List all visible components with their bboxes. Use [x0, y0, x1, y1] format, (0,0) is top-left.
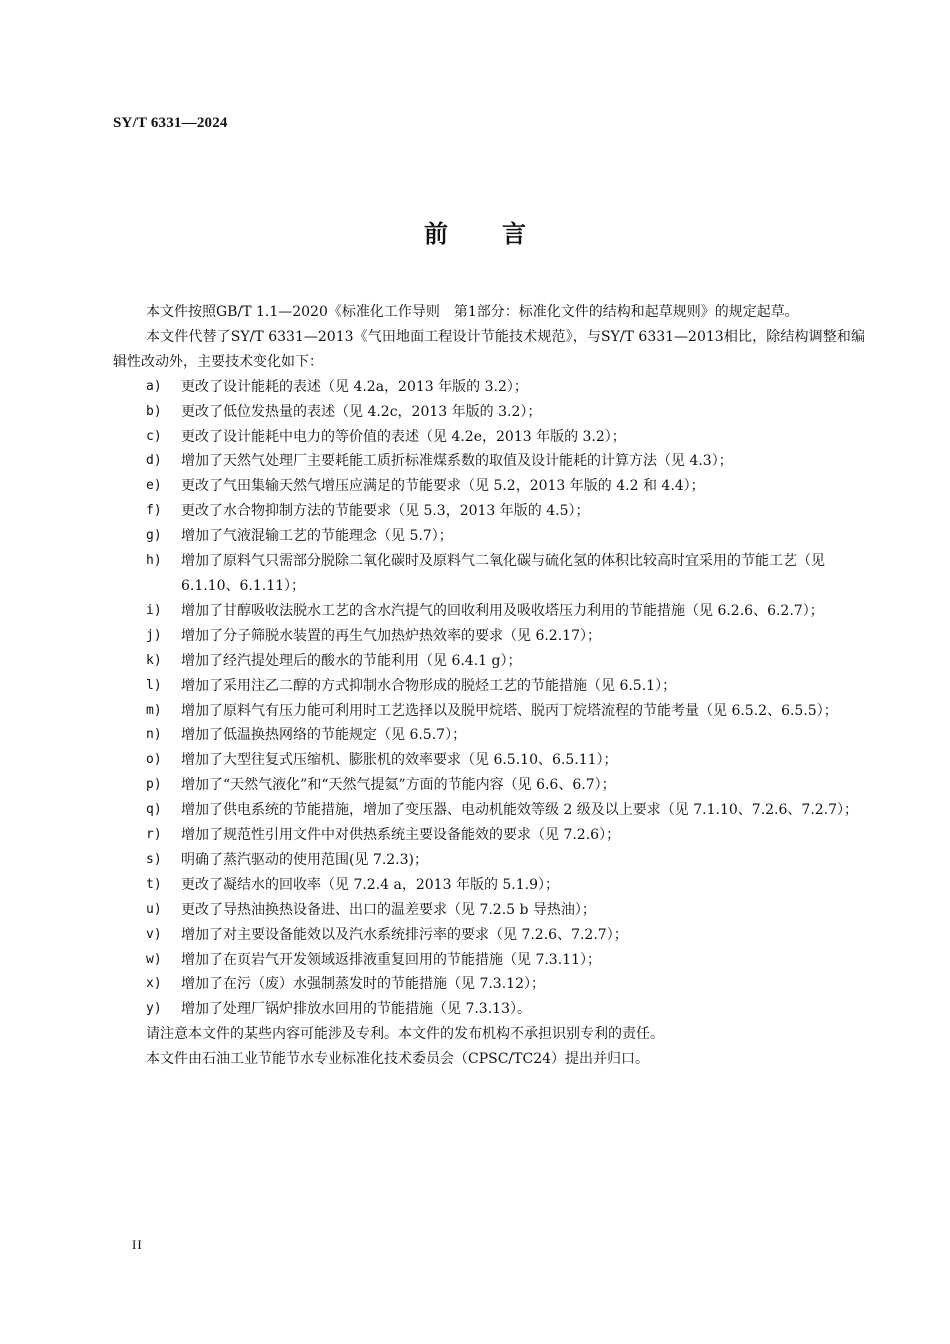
intro-paragraph: 本文件代替了SY/T 6331—2013《气田地面工程设计节能技术规范》，与SY/T 6331—2013相比，除结构调整和编辑性改动外，主要技术变化如下： [113, 328, 865, 370]
list-item [113, 773, 865, 798]
list-item-text: 增加了天然气处理厂主要耗能工质折标准煤系数的取值及设计能耗的计算方法（见 4.3）； [181, 453, 733, 470]
list-item-label: w) [146, 951, 162, 967]
list-item [113, 449, 865, 474]
list-item [113, 848, 865, 873]
list-item-text: 增加了供电系统的节能措施，增加了变压器、电动机能效等级 2 级及以上要求（见 7.1.10、7.2.6、7.2.7）； [181, 802, 859, 819]
list-item-label: g) [146, 528, 162, 544]
list-item-text: 增加了大型往复式压缩机、膨胀机的效率要求（见 6.5.10、6.5.11）； [181, 752, 618, 769]
list-item-label: b) [146, 403, 162, 419]
list-item-text: 增加了处理厂锅炉排放水回用的节能措施（见 7.3.13）。 [181, 1001, 531, 1018]
list-item [113, 748, 865, 773]
document-code: SY/T 6331—2024 [113, 115, 228, 131]
closing-paragraph: 本文件由石油工业节能节水专业标准化技术委员会（CPSC/TC24）提出并归口。 [146, 1051, 650, 1068]
list-item [113, 972, 865, 997]
list-item-label: f) [146, 503, 162, 519]
list-item-label: u) [146, 901, 162, 917]
list-item-text: 更改了设计能耗中电力的等价值的表述（见 4.2e，2013 年版的 3.2）； [181, 428, 626, 445]
list-item-label: i) [146, 602, 162, 618]
list-item-label: s) [146, 851, 162, 867]
intro-paragraph: 本文件按照GB/T 1.1—2020《标准化工作导则 第1部分：标准化文件的结构和起草规则》的规定起草。 [146, 304, 799, 320]
list-item [113, 923, 865, 948]
page-title: 前言 [424, 219, 580, 248]
list-item-label: y) [146, 1001, 162, 1017]
list-item-text: 更改了低位发热量的表述（见 4.2c，2013 年版的 3.2）； [181, 403, 542, 420]
list-item-text: 更改了气田集输天然气增压应满足的节能要求（见 5.2，2013 年版的 4.2 和 4.4）； [181, 478, 705, 495]
changes-list [113, 375, 865, 1023]
list-item-text: 更改了设计能耗的表述（见 4.2a，2013 年版的 3.2）； [181, 378, 528, 395]
list-item-text: 增加了规范性引用文件中对供热系统主要设备能效的要求（见 7.2.6）； [181, 827, 621, 844]
list-item-label: v) [146, 926, 162, 942]
list-item [113, 375, 865, 400]
list-item [113, 723, 865, 748]
list-item [113, 997, 865, 1022]
list-item-label: x) [146, 976, 162, 992]
closing-paragraph: 请注意本文件的某些内容可能涉及专利。本文件的发布机构不承担识别专利的责任。 [146, 1026, 664, 1043]
list-item [113, 798, 865, 823]
list-item [113, 599, 865, 624]
list-item-label: h) [146, 553, 162, 569]
list-item-label: j) [146, 627, 162, 643]
list-item-text: 增加了对主要设备能效以及汽水系统排污率的要求（见 7.2.6、7.2.7）； [181, 926, 628, 943]
list-item-label: o) [146, 752, 162, 768]
list-item-label: a) [146, 378, 162, 394]
list-item-label: l) [146, 677, 162, 693]
list-item-label: c) [146, 428, 162, 444]
list-item [113, 549, 865, 599]
list-item [113, 474, 865, 499]
list-item-text: 增加了经汽提处理后的酸水的节能利用（见 6.4.1 g）； [181, 652, 522, 669]
list-item [113, 400, 865, 425]
list-item-label: t) [146, 876, 162, 892]
list-item-text: 增加了气液混输工艺的节能理念（见 5.7）； [181, 528, 453, 545]
list-item-label: m) [146, 702, 162, 718]
list-item-label: n) [146, 727, 162, 743]
list-item-text: 增加了在污（废）水强制蒸发时的节能措施（见 7.3.12）； [181, 976, 545, 993]
list-item-label: q) [146, 802, 162, 818]
list-item-text: 增加了“天然气液化”和“天然气提氦”方面的节能内容（见 6.6、6.7）； [181, 777, 616, 794]
list-item [113, 699, 865, 724]
list-item-text: 增加了原料气只需部分脱除二氧化碳时及原料气二氧化碳与硫化氢的体积比较高时宜采用的节能工艺（见 6.1.10、6.1.11）； [181, 553, 825, 594]
list-item [113, 873, 865, 898]
list-item [113, 823, 865, 848]
list-item-label: e) [146, 478, 162, 494]
list-item-text: 更改了凝结水的回收率（见 7.2.4 a，2013 年版的 5.1.9）； [181, 876, 560, 893]
list-item-label: p) [146, 777, 162, 793]
list-item-text: 增加了采用注乙二醇的方式抑制水合物形成的脱烃工艺的节能措施（见 6.5.1）； [181, 677, 677, 694]
list-item-text: 增加了在页岩气开发领域返排液重复回用的节能措施（见 7.3.11）； [181, 951, 601, 968]
list-item [113, 674, 865, 699]
list-item-text: 更改了导热油换热设备进、出口的温差要求（见 7.2.5 b 导热油）； [181, 901, 596, 918]
list-item [113, 499, 865, 524]
list-item-text: 增加了甘醇吸收法脱水工艺的含水汽提气的回收利用及吸收塔压力利用的节能措施（见 6.2.6、6.2.7）； [181, 602, 824, 619]
list-item [113, 649, 865, 674]
list-item-text: 明确了蒸汽驱动的使用范围(见 7.2.3)； [181, 851, 428, 868]
list-item [113, 524, 865, 549]
list-item [113, 948, 865, 973]
list-item-text: 更改了水合物抑制方法的节能要求（见 5.3，2013 年版的 4.5）； [181, 503, 590, 520]
list-item-label: k) [146, 652, 162, 668]
list-item-text: 增加了低温换热网络的节能规定（见 6.5.7）； [181, 727, 467, 744]
list-item [113, 898, 865, 923]
list-item-label: d) [146, 453, 162, 469]
list-item [113, 624, 865, 649]
list-item-text: 增加了分子筛脱水装置的再生气加热炉热效率的要求（见 6.2.17）； [181, 627, 601, 644]
page-number: II [132, 1237, 143, 1252]
list-item-label: r) [146, 827, 162, 843]
list-item-text: 增加了原料气有压力能可利用时工艺选择以及脱甲烷塔、脱丙丁烷塔流程的节能考量（见 6.5.2、6.5.5）； [181, 702, 838, 719]
foreword-body [113, 300, 865, 1072]
list-item [113, 425, 865, 450]
